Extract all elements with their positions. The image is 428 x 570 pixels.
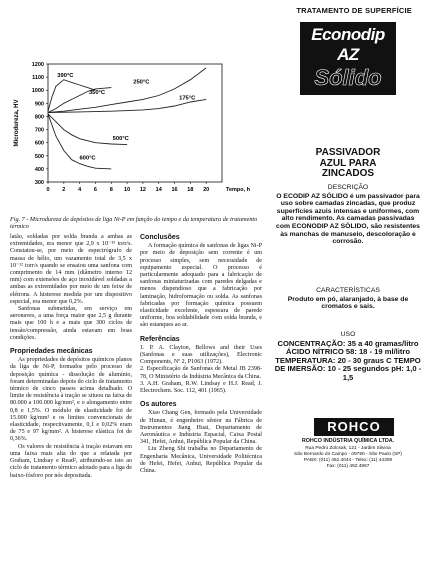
x-tick-label: 4 <box>78 187 82 193</box>
description-text: O ECODIP AZ SÓLIDO é um passivador para uso sobre camadas zincadas, que produz superfícies azuis intensas e uniformes, com alto rendimento. As camadas passivadas com ECONODIP AZ SÓLIDO, são resistentes às manchas de manuseio, descoloração e corrosão. <box>276 192 420 246</box>
address-line-2: São Bernardo do Campo - 09790 - São Paulo (SP) <box>294 452 402 457</box>
characteristics-label: CARACTERÍSTICAS <box>316 287 380 294</box>
section-heading-mechanical: Propriedades mecânicas <box>10 348 93 356</box>
reference-1: 1. P. A. Clayton, Bellows and their Uses (Sanfonas e suas utilizações), Electronic Components, Nº 2, P1063 (1972). <box>140 344 262 366</box>
series-label: 250°C <box>133 79 150 86</box>
address-line-1: Rua Pedro Zolcsak, 121 - Jardim Silvina <box>305 446 391 451</box>
y-tick-label: 500 <box>34 153 44 160</box>
left-paragraph-2: Sanfonas submetidas, em serviço em aeronaves, a uma força maior que 2,5 g durante mais que 100 h e a mais que 300 ciclos de tensão/compressão, ainda estavam em boas condições. <box>10 306 132 341</box>
section-heading-references: Referências <box>140 335 180 343</box>
usage-label: USO <box>340 331 356 338</box>
series-label: 175°C <box>179 95 196 102</box>
section-heading-authors: Os autores <box>140 401 177 409</box>
series-label: 600°C <box>79 155 96 162</box>
y-tick-label: 900 <box>34 101 44 108</box>
x-tick-label: 8 <box>109 187 113 193</box>
logo-line-2: Sólido <box>314 65 382 90</box>
ad-head-1: PASSIVADOR <box>315 147 381 158</box>
ad-usage <box>274 330 422 383</box>
x-tick-label: 10 <box>124 187 131 193</box>
advertisement <box>274 18 422 564</box>
ad-headline <box>274 148 422 180</box>
left-column <box>10 234 132 480</box>
x-tick-label: 14 <box>155 187 162 193</box>
x-tick-label: 16 <box>171 187 178 193</box>
y-tick-label: 600 <box>34 140 44 147</box>
hardness-chart <box>8 58 260 208</box>
x-tick-label: 6 <box>93 187 97 193</box>
ad-head-3: ZINCADOS <box>321 168 375 179</box>
mech-paragraph-2: Os valores de resistência à tração estavam em uma faixa mais alta do que a relatada por Graham, Lindsay e Read², atribuindo-se isto ao ciclo de tratamento térmico adotado para a liga de baixo-fósforo por nós depositada. <box>10 443 132 479</box>
author-1: Xiao Chang Gen, formado pela Universidade de Hunan, é engenheiro sênior na Fábrica de Instrumentos Jiang Huai, Departamento de Aeronáutica e Indústria Espacial, Caixa Postal 341, Hefei, Anhui, República Popular da China. <box>140 410 262 446</box>
ad-description <box>274 183 422 246</box>
y-axis-label: Microdureza, HV <box>14 99 20 147</box>
right-column <box>140 234 262 475</box>
y-tick-label: 1000 <box>31 88 44 95</box>
y-tick-label: 700 <box>34 127 44 134</box>
series-label: 500°C <box>112 136 129 143</box>
x-tick-label: 18 <box>187 187 194 193</box>
x-tick-label: 2 <box>62 187 66 193</box>
figure-caption: Fig. 7 - Microdureza de depósitos de liga Ni-P em função do tempo e da temperatura de tratamento térmico <box>10 216 258 231</box>
logo-line-1: Econodip AZ <box>311 25 385 64</box>
y-tick-label: 300 <box>34 180 44 186</box>
ad-characteristics <box>274 286 422 311</box>
y-tick-label: 1100 <box>32 75 44 82</box>
series-label: 390°C <box>57 73 74 80</box>
brand-logo: ROHCO <box>314 418 394 436</box>
series-label: 350°C <box>88 90 106 97</box>
x-tick-label: 12 <box>139 187 146 193</box>
x-axis-label: Tempo, h <box>226 187 251 193</box>
reference-2: 2. Especificação de Sanfonas de Metal JB 2398-78, O Ministério da Indústria Mecânica da China. <box>140 366 262 380</box>
address-line-4: Fax: (011) 452.4867 <box>326 464 370 469</box>
address-line-3: PABX: (011) 452.4044 - Telex: (11) 44308 <box>303 458 393 463</box>
mech-paragraph-1: As propriedades de depósitos químicos planos da liga de Ni-P, formados pelo processo de deposição química - dissolução de alumínio, foram determinadas depois do ciclo de tratamento térmico de cinco passos acima detalhado. O limite de resistência à tração se situou na faixa de 80.000 a 100.000 kg/mm², e o alongamento entre 0,8 e 1,5%. O módulo de elasticidade foi de 15.000 kg/mm² e os limites convencionais de elasticidade, respectivamente, 0,1 e 0,02% eram de 75 e 97 kg/mm². A histerese elástica foi de 0,36%. <box>10 357 132 443</box>
ad-head-2: AZUL PARA <box>319 157 377 169</box>
conclusions-paragraph: A formação química de sanfonas de ligas Ni-P por meio de deposição sem corrente é um processo simples, sem necessidade de equipamento especial. O processo é particularmente adequado para a fabricação de sanfonas miniaturizadas com paredes delgadas e menos dispendioso que a fabricação por laminação, hidroformação ou solda. As sanfonas fabricadas por formação química possuem elasticidade excelente, espessura de parede uniforme, boa soldabilidade com solda branda, e são estanques ao ar. <box>140 243 262 329</box>
x-tick-label: 20 <box>203 187 210 193</box>
author-2: Liu Zheng Shi trabalha no Departamento de Engenharia Mecânica, Universidade Politécnica de Hefei, Hefei, Anhui, República Popular da China. <box>140 446 262 475</box>
y-tick-label: 800 <box>34 114 44 121</box>
usage-text: CONCENTRAÇÃO: 35 a 40 gramas/litro ÁCIDO NÍTRICO 58: 18 - 19 ml/litro TEMPERATURA: 20 - 30 graus C TEMPO DE IMERSÃO: 10 - 25 segundos pH: 1,0 - 1,5 <box>274 338 422 382</box>
y-tick-label: 400 <box>34 166 44 173</box>
running-header: TRATAMENTO DE SUPERFÍCIE <box>296 6 412 15</box>
left-paragraph-1: latão, soldadas por solda branda a ambas as extremidades, era menor que 2,9 x 10⁻³³ torr/s. Constatou-se, por meio de espectrógrafo de massa de hélio, um vazamento total de 3,5 x 10⁻¹² torr/s quando se ensaiou uma sanfona com comprimento de 14 mm (diâmetro interno 12 mm) com extensões de aço inoxidável soldadas a ambas as extremidades por meio de um feixe de elétrons. A histerese medida por um dispositivo especial, era menor que 0,2%. <box>10 234 132 305</box>
x-tick-label: 0 <box>46 187 50 193</box>
reference-3: 3. A.H. Graham, R.W. Lindsay e H.J. Read, J. Electrochem. Soc. 112, 401 (1965). <box>140 380 262 395</box>
description-label: DESCRIÇÃO <box>327 184 369 191</box>
section-heading-conclusions: Conclusões <box>140 234 180 241</box>
product-logo <box>300 22 396 95</box>
company-name: ROHCO INDÚSTRIA QUÍMICA LTDA. <box>301 438 395 444</box>
y-tick-label: 1200 <box>31 62 44 68</box>
characteristics-text: Produto em pó, alaranjado, à base de cromatos e sais. <box>287 295 409 311</box>
